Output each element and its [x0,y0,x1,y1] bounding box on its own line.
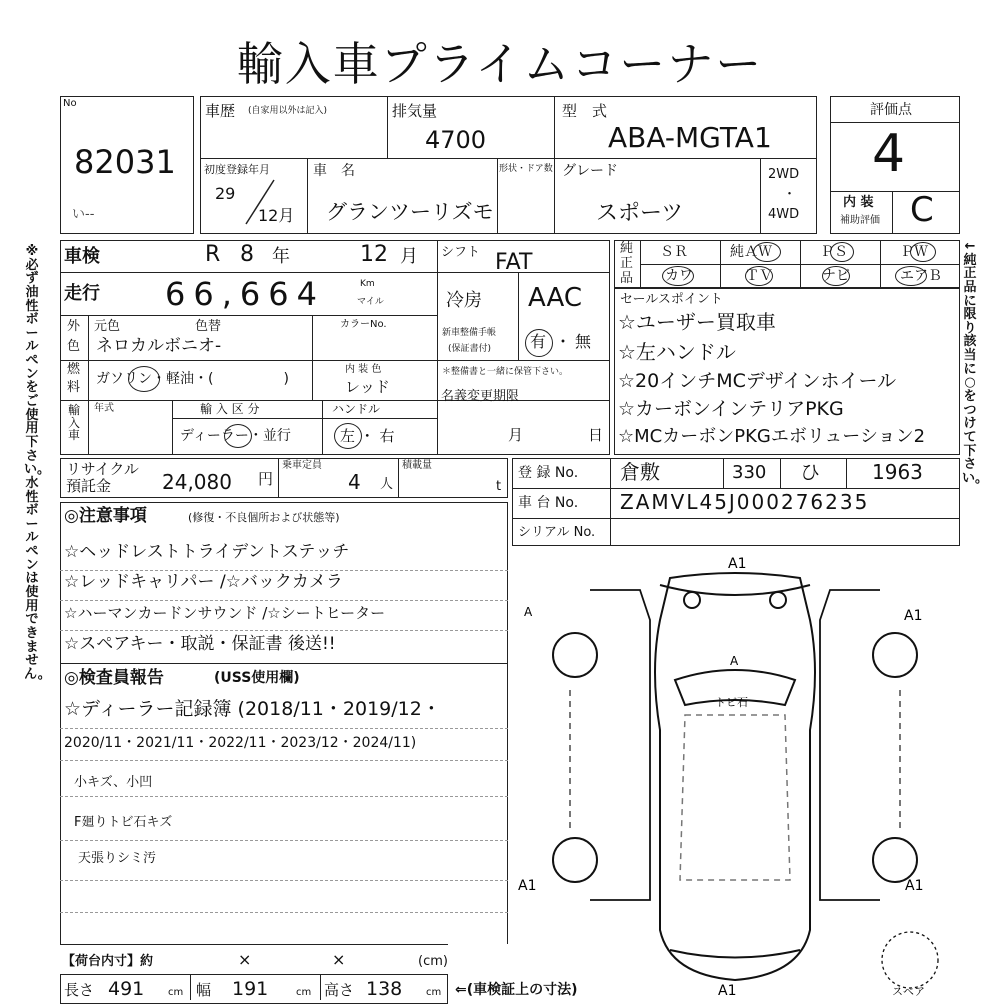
dims-wid-unit: cm [296,987,312,998]
import-side: 輸入車 [67,403,80,443]
equip-side-3: 品 [620,271,634,286]
recycle-label-1: リサイクル [66,460,139,478]
capacity-label: 乗車定員 [282,460,322,471]
dims-hgt: 138 [366,978,403,1000]
dims-len: 491 [108,978,145,1000]
sales-point-line: ☆20インチMCデザインホイール [618,370,897,392]
cargo-cm: (cm) [418,954,448,969]
inspector-line: F廻りトビ石キズ [74,815,173,830]
car-name-value: グランツーリズモ [326,200,494,224]
inspector-line: 天張りシミ汚 [78,851,157,866]
handle-value: 左 ・ 右 [340,427,395,445]
inspector-sub: (USS使用欄) [214,670,300,686]
inspection-year-unit: 年 [272,246,290,267]
equip-ps-circle [830,242,854,262]
inspection-era: R [205,242,221,267]
load-label: 積載量 [402,460,432,471]
drive-4wd: 4WD [768,207,800,222]
registration-number: 1963 [872,460,923,484]
chassis-value: ZAMVL45J000276235 [620,490,870,514]
sales-points-label: セールスポイント [620,292,723,307]
equip-side-1: 純 [620,241,634,256]
maintenance-yes: 有 [530,332,547,351]
recycle-label-2: 預託金 [66,477,112,495]
left-side-note: ※必ず油性ボールペンをご使用下さい。水性ボールペンは使用できません。 [24,244,51,682]
note-line: ☆ヘッドレストトライデントステッチ [64,542,350,562]
model-type-label: 型 式 [562,102,608,120]
maintenance-label-1: 新車整備手帳 [442,328,497,338]
mileage-label: 走行 [64,283,100,304]
score-label: 評価点 [870,102,912,118]
recycle-unit: 円 [258,470,274,488]
equip-leather: カワ [665,268,693,284]
shape-doors-label: 形状・ドア数 [499,164,553,174]
diagram-mark: トビ石 [715,696,748,709]
import-year-label: 年式 [94,403,114,414]
registration-place: 倉敷 [620,460,660,484]
import-class-label: 輸 入 区 分 [200,402,260,416]
fuel-side-2: 料 [67,380,81,395]
grade-value: スポーツ [596,201,684,226]
notes-label: ◎注意事項 [64,506,147,526]
displacement-value: 4700 [425,126,487,154]
first-reg-month: 12月 [258,206,295,225]
shift-value: FAT [495,250,533,275]
diagram-mark: A [730,654,739,668]
model-type-value: ABA-MGTA1 [608,121,772,154]
drive-dot: ・ [783,187,797,202]
grade-label: グレード [562,163,618,179]
equip-airbag-circle [895,266,927,286]
history-note: (自家用以外は記入) [248,106,328,116]
inspector-line: 2020/11・2021/11・2022/11・2023/12・2024/11) [64,735,417,751]
handle-circle [334,423,362,449]
maintenance-dot: ・ [555,332,572,351]
note-line: ☆スペアキー・取説・保証書 後送!! [64,634,336,654]
inspection-month-unit: 月 [400,246,418,267]
sales-point-line: ☆カーボンインテリアPKG [618,398,844,420]
lot-number: 82031 [74,143,176,181]
spare-label: スペア [892,985,925,998]
mileage-unit-mile: マイル [357,297,384,307]
fuel-circle [128,366,160,392]
maintenance-label-2: (保証書付) [448,344,492,354]
maintenance-no: 無 [575,332,592,351]
drive-2wd: 2WD [768,167,800,182]
chassis-label: 車 台 No. [518,495,579,511]
equip-aw-circle [753,242,781,262]
car-diagram [510,550,960,1000]
inspection-year: 8 [240,242,254,267]
dims-hgt-label: 高さ [324,981,355,999]
inspector-line: 小キズ、小凹 [74,775,153,790]
color-code-label: カラーNo. [340,319,387,330]
fuel-side-1: 燃 [67,362,81,377]
lot-sub: い-- [72,207,95,222]
history-label: 車歴 [205,102,236,120]
equip-sr: ＳＲ [660,244,688,260]
dims-note: ⇐(車検証上の寸法) [455,982,578,998]
maintenance-note: ＊整備書と一緒に保管下さい。 [442,367,569,377]
dims-len-label: 長さ [64,981,95,999]
interior-color-label: 内 装 色 [345,364,382,375]
notes-sub: (修復・不良個所および状態等) [188,511,340,524]
inspection-label: 車検 [64,246,100,267]
ac-value: AAC [528,283,582,313]
equip-ps: ＰＳ [820,244,848,260]
diagram-mark: A1 [518,878,537,894]
equip-leather-circle [662,266,694,286]
name-change-day: 日 [588,426,604,444]
first-reg-year: 29 [215,184,236,203]
dims-len-unit: cm [168,987,184,998]
equip-tv-circle [745,266,773,286]
registration-kana: ひ [800,460,820,484]
color-value: ネロカルボニオ- [96,336,222,356]
registration-label: 登 録 No. [518,465,579,481]
cargo-label: 【荷台内寸】約 [62,954,154,969]
interior-score-label-2: 補助評価 [840,215,880,226]
registration-class: 330 [732,462,767,483]
car-name-label: 車 名 [313,163,355,179]
note-line: ☆ハーマンカードンサウンド /☆シートヒーター [64,604,386,622]
equip-tv: ＴＶ [745,268,773,284]
note-line: ☆レッドキャリパー /☆バックカメラ [64,572,343,592]
color-change-label: 色替 [195,319,222,334]
recycle-value: 24,080 [162,470,232,494]
mileage-unit-km: Km [360,279,375,289]
name-change-month: 月 [508,426,524,444]
import-class-circle [224,424,252,448]
equip-navi-circle [822,266,850,286]
handle-label: ハンドル [332,402,381,416]
diagram-mark: A [524,605,533,619]
lot-no-label: No [63,98,77,109]
inspector-label: ◎検査員報告 [64,668,164,688]
equip-aw: 純ＡＷ [730,244,772,260]
dims-wid: 191 [232,978,269,1000]
diagram-mark: A1 [728,556,747,572]
sales-point-line: ☆左ハンドル [618,340,736,364]
dims-hgt-unit: cm [426,987,442,998]
first-reg-label: 初度登録年月 [204,163,270,176]
color-side-1: 外 [67,319,81,334]
page-title: 輸入車プライムコーナー [236,37,764,91]
cargo-x2: × [332,950,346,969]
equip-navi: ナビ [822,268,850,284]
inspector-line: ☆ディーラー記録簿 (2018/11・2019/12・ [64,698,441,720]
interior-color-value: レッド [345,378,390,396]
mileage-value: 66,664 [165,275,325,313]
color-orig-label: 元色 [94,319,121,334]
color-side-2: 色 [67,339,81,354]
ac-label: 冷房 [446,290,482,311]
right-side-note: ←純正品に限り該当に○をつけて下さい。 [962,239,989,486]
diagram-mark: A1 [904,608,923,624]
interior-score-label-1: 内 装 [843,195,874,210]
load-unit: t [496,479,502,494]
cargo-x1: × [238,950,252,969]
displacement-label: 排気量 [392,102,438,120]
equip-side-2: 正 [620,256,634,271]
dims-wid-label: 幅 [196,981,212,999]
score-value: 4 [872,124,906,184]
serial-label: シリアル No. [518,525,596,540]
equip-pw: ＰＷ [900,244,928,260]
shift-label: シフト [441,245,481,260]
import-class-value: ディーラー・並行 [180,428,291,444]
sales-point-line: ☆ユーザー買取車 [618,310,776,334]
inspection-month: 12 [360,242,388,267]
equip-airbag: エアＢ [900,268,942,284]
fuel-value: ガソリン・軽油・( ) [96,371,289,387]
sales-point-line: ☆MCカーボンPKGエボリューション2 [618,426,926,447]
capacity-value: 4 [348,470,361,494]
diagram-mark: A1 [905,878,924,894]
name-change-label: 名義変更期限 [441,389,520,404]
interior-score-value: C [910,190,934,230]
capacity-unit: 人 [380,477,394,492]
equip-pw-circle [910,242,936,262]
diagram-mark: A1 [718,983,737,999]
